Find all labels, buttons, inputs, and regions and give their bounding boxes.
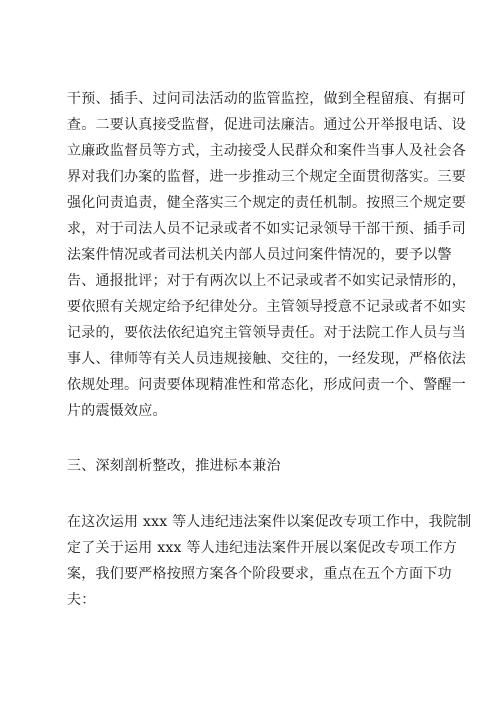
paragraph-line: 在这次运用 xxx 等人违纪违法案件以案促改专项工作中，我院制 bbox=[67, 514, 472, 530]
section-heading: 三、深刻剖析整改，推进标本兼治 bbox=[67, 458, 281, 474]
paragraph-line: 法案件情况或者司法机关内部人员过问案件情况的，要予以警 bbox=[67, 247, 452, 263]
paragraph-line: 事人、律师等有关人员违规接触、交往的，一经发现，严格依法 bbox=[67, 351, 466, 367]
paragraph-line: 告、通报批评；对于有两次以上不记录或者不如实记录情形的， bbox=[67, 273, 466, 289]
paragraph-line: 查。二要认真接受监督，促进司法廉洁。通过公开举报电话、设 bbox=[67, 117, 466, 133]
paragraph-line: 要依照有关规定给予纪律处分。主管领导授意不记录或者不如实 bbox=[67, 299, 466, 315]
paragraph-line: 定了关于运用 xxx 等人违纪违法案件开展以案促改专项工作方 bbox=[67, 540, 458, 556]
paragraph-line: 案，我们要严格按照方案各个阶段要求，重点在五个方面下功 bbox=[67, 566, 452, 582]
paragraph-line: 界对我们办案的监督，进一步推动三个规定全面贯彻落实。三要 bbox=[67, 169, 466, 185]
paragraph-line: 夫： bbox=[67, 592, 96, 608]
paragraph-line: 求，对于司法人员不记录或者不如实记录领导干部干预、插手司 bbox=[67, 221, 466, 237]
paragraph-line: 干预、插手、过问司法活动的监管监控，做到全程留痕、有据可 bbox=[67, 91, 466, 107]
paragraph-line: 强化问责追责，健全落实三个规定的责任机制。按照三个规定要 bbox=[67, 195, 466, 211]
paragraph-line: 立廉政监督员等方式，主动接受人民群众和案件当事人及社会各 bbox=[67, 143, 466, 159]
paragraph-line: 片的震慑效应。 bbox=[67, 403, 167, 419]
paragraph-line: 依规处理。问责要体现精准性和常态化，形成问责一个、警醒一 bbox=[67, 377, 466, 393]
paragraph-line: 记录的，要依法依纪追究主管领导责任。对于法院工作人员与当 bbox=[67, 325, 466, 341]
